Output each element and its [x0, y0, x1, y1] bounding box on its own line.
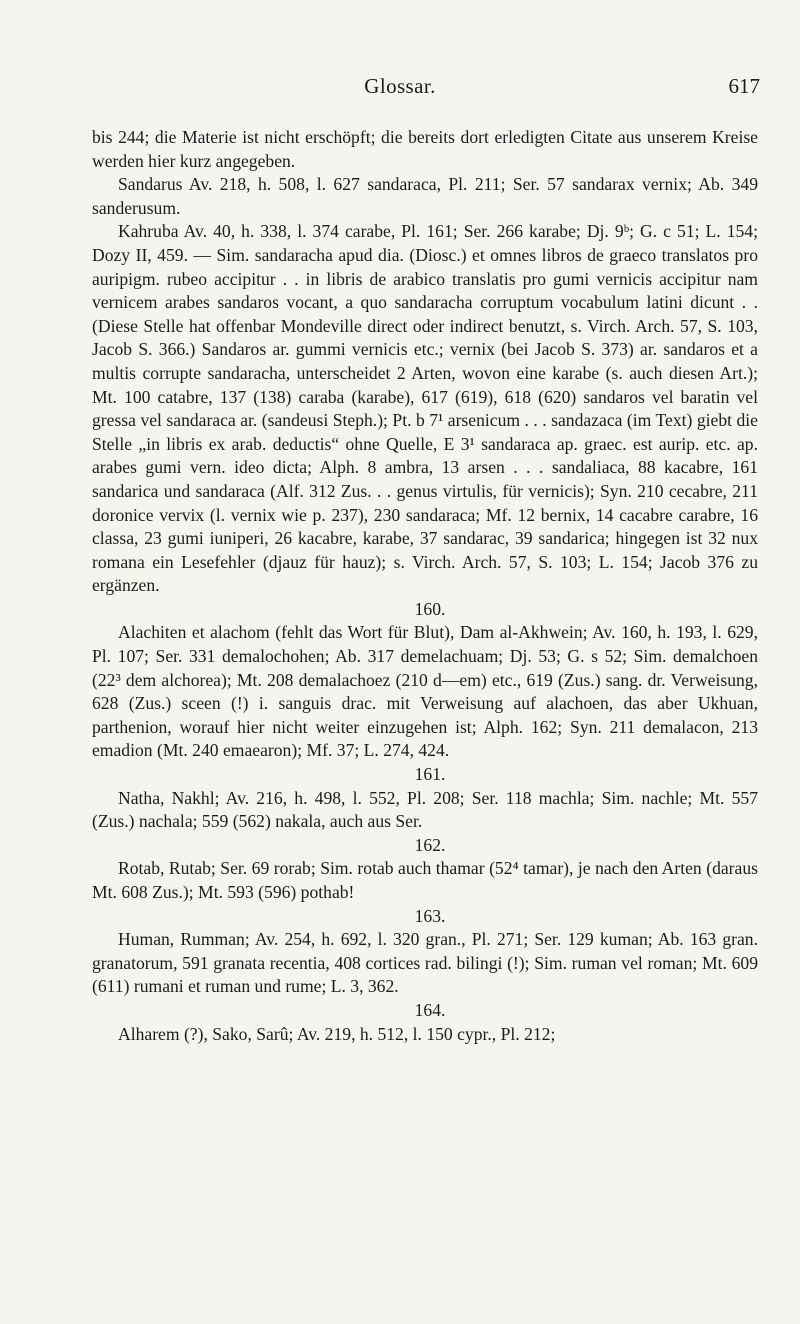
page-header: [0, 74, 800, 104]
entry-number: 163.: [414, 905, 446, 926]
entry-number: 161.: [414, 764, 446, 785]
page-number: 617: [728, 74, 760, 98]
entry-number: 162.: [414, 834, 446, 855]
glossary-paragraph: Rotab, Rutab; Ser. 69 rorab; Sim. rotab auch thamar (52⁴ tamar), je nach den Arten (daraus Mt. 608 Zus.); Mt. 593 (596) pothab!: [92, 858, 758, 902]
glossary-paragraph: Sandarus Av. 218, h. 508, l. 627 sandaraca, Pl. 211; Ser. 57 sandarax vernix; Ab. 349 sanderusum.: [92, 174, 758, 218]
glossary-paragraph: Alharem (?), Sako, Sarû; Av. 219, h. 512, l. 150 cypr., Pl. 212;: [118, 1023, 556, 1044]
running-head: Glossar.: [364, 74, 436, 98]
glossary-paragraph: Kahruba Av. 40, h. 338, l. 374 carabe, Pl. 161; Ser. 266 karabe; Dj. 9ᵇ; G. c 51; L. 154; Dozy II, 459. — Sim. sandaracha apud dia. (Diosc.) et omnes libros de graeco translatos pro auripigm. rubeo accipitur . . in libris de arabico translatis pro gumi vernicis accipitur nam vernicem arabes sandaros vocant, a quo sandaracha corruptum vocabulum latini dicunt . . (Diese Stelle hat offenbar Mondeville direct oder indirect benutzt, s. Virch. Arch. 57, S. 103, Jacob S. 366.) Sandaros ar. gummi vernicis etc.; vernix (bei Jacob S. 373) ar. sandaros et a multis corrupte sandaracha, unterscheidet 2 Arten, wovon eine karabe (s. auch diesen Art.); Mt. 100 catabre, 137 (138) caraba (karabe), 617 (619), 618 (620) sandaros vel baratin vel gressa vel sandaraca ar. (sandeusi Steph.); Pt. b 7¹ arsenicum . . . sandazaca (im Text) giebt die Stelle „in libris ex arab. deductis“ ohne Quelle, E 3¹ sandaraca ap. graec. est aurip. etc. ap. arabes gumi vern. ideo dicta; Alph. 8 ambra, 13 arsen . . . sandaliaca, 88 kacabre, 161 sandarica und sandaraca (Alf. 312 Zus. . . genus virtulis, für vernicis); Syn. 210 cecabre, 211 doronice vervix (l. vernix wie p. 237), 230 sandaraca; Mf. 12 bernix, 14 cacabre carabre, 16 classa, 23 gumi iuniperi, 26 kacabre, karabe, 37 sandarac, 39 sandarica; hingegen ist 32 nux romana ein Lesefehler (djauz für hauz); s. Virch. Arch. 57, S. 103; L. 154; Jacob 376 zu ergänzen.: [92, 221, 758, 596]
glossary-paragraph: Alachiten et alachom (fehlt das Wort für Blut), Dam al-Akhwein; Av. 160, h. 193, l. 629, Pl. 107; Ser. 331 demalochohen; Ab. 317 demelachuam; Dj. 53; G. s 52; Sim. demalchoen (22³ dem alchorea); Mt. 208 demalachoez (210 d—em) etc., 619 (Zus.) sang. dr. Verweisung, 628 (Zus.) sceen (!) i. sanguis drac. mit Verweisung auf alachoen, das aber Ukhuan, parthenion, worauf hier nicht weiter einzugehen ist; Alph. 162; Syn. 211 demalacon, 213 emadion (Mt. 240 emaearon); Mf. 37; L. 274, 424.: [92, 622, 758, 761]
entry-number: 160.: [414, 598, 446, 619]
glossary-paragraph: bis 244; die Materie ist nicht erschöpft; die bereits dort erledigten Citate aus unserem Kreise werden hier kurz angegeben.: [92, 127, 758, 171]
glossary-paragraph: Natha, Nakhl; Av. 216, h. 498, l. 552, Pl. 208; Ser. 118 machla; Sim. nachle; Mt. 557 (Zus.) nachala; 559 (562) nakala, auch aus Ser.: [92, 787, 758, 832]
glossary-body: [92, 126, 758, 1046]
entry-number: 164.: [414, 999, 446, 1020]
glossary-paragraph: Human, Rumman; Av. 254, h. 692, l. 320 gran., Pl. 271; Ser. 129 kuman; Ab. 163 gran. granatorum, 591 granata recentia, 408 cortices rad. bilingi (!); Sim. ruman vel roman; Mt. 609 (611) rumani et ruman und rume; L. 3, 362.: [92, 929, 758, 997]
